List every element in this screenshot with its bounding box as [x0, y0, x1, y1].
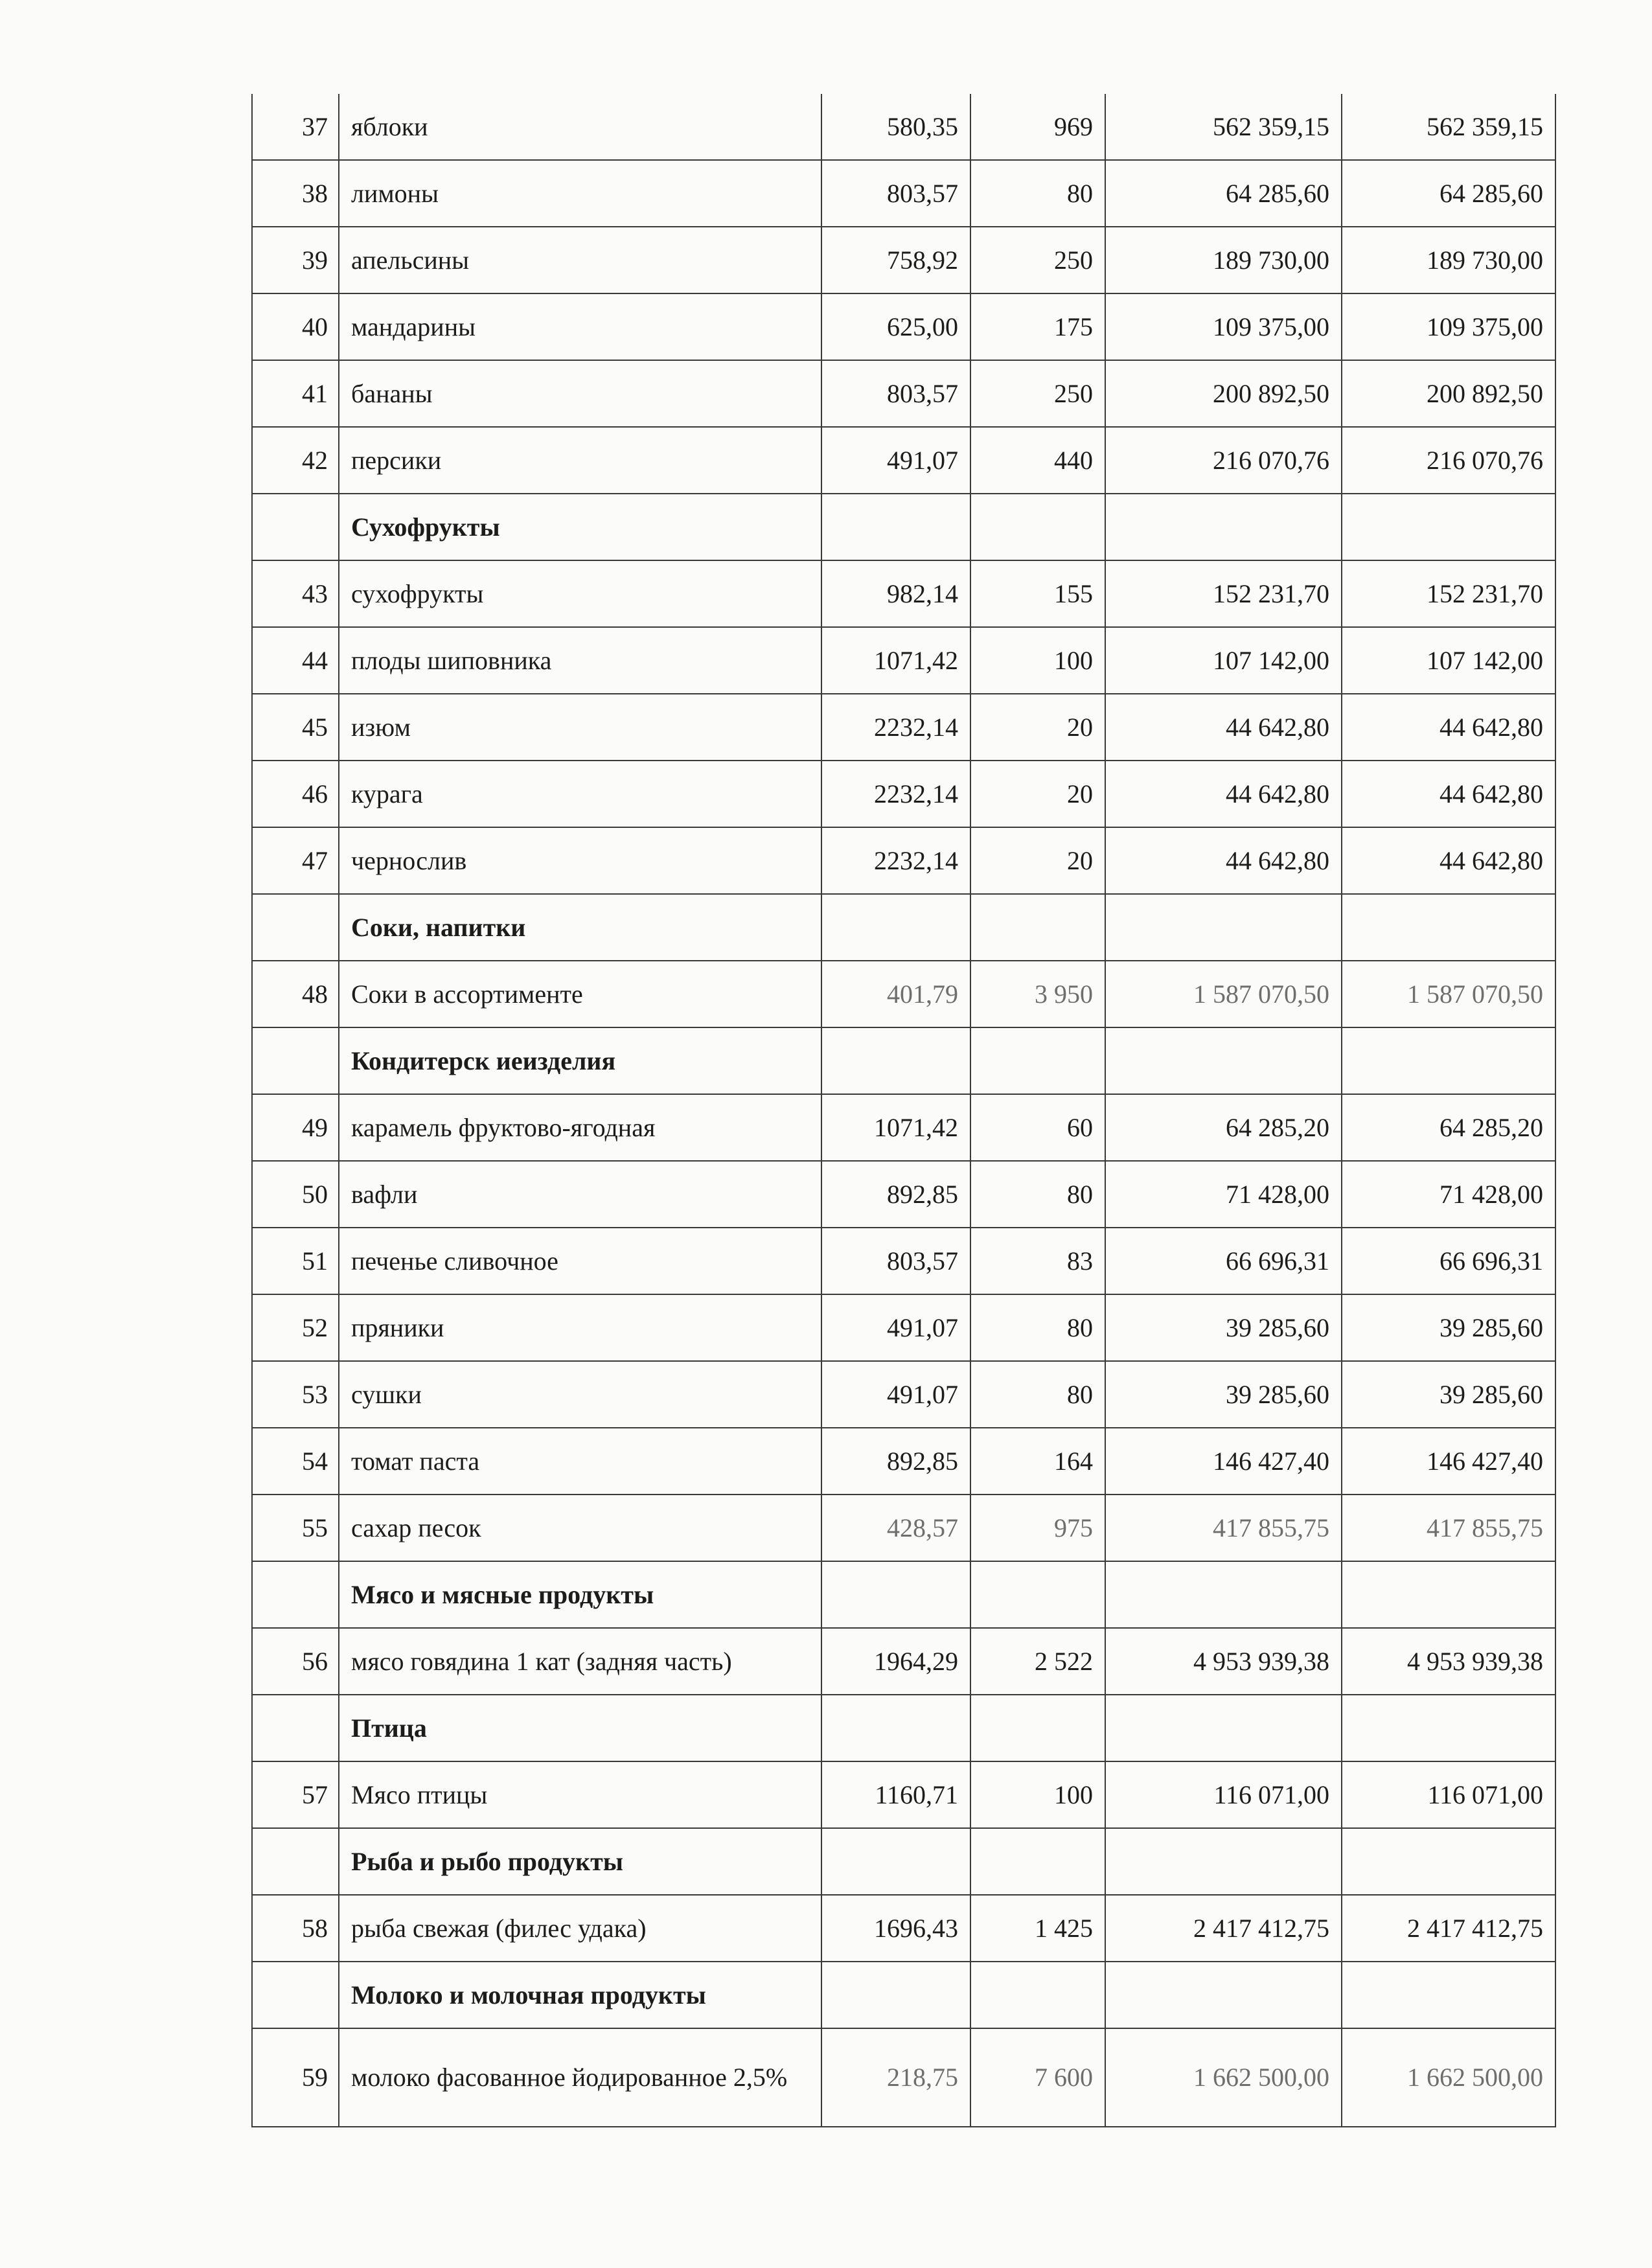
unit-price-cell — [821, 1561, 970, 1628]
row-number-cell: 50 — [252, 1161, 339, 1228]
unit-price-cell: 1160,71 — [821, 1761, 970, 1828]
section-header-row — [252, 494, 1555, 560]
amount-cell: 200 892,50 — [1105, 360, 1342, 427]
section-title: Птица — [339, 1695, 821, 1761]
item-name-cell: молоко фасованное йодированное 2,5% — [339, 2028, 821, 2127]
table-row — [252, 694, 1555, 761]
unit-price-cell: 491,07 — [821, 427, 970, 494]
unit-price-cell: 892,85 — [821, 1428, 970, 1495]
amount-total-cell — [1342, 494, 1555, 560]
row-number-cell: 43 — [252, 560, 339, 627]
amount-total-cell: 44 642,80 — [1342, 694, 1555, 761]
quantity-cell — [970, 1561, 1105, 1628]
amount-cell — [1105, 1561, 1342, 1628]
quantity-cell: 80 — [970, 1361, 1105, 1428]
table-row — [252, 560, 1555, 627]
amount-cell — [1105, 894, 1342, 961]
section-title: Мясо и мясные продукты — [339, 1561, 821, 1628]
quantity-cell: 100 — [970, 627, 1105, 694]
table-row — [252, 961, 1555, 1027]
amount-cell: 44 642,80 — [1105, 761, 1342, 827]
row-number-cell: 51 — [252, 1228, 339, 1294]
row-number-cell — [252, 1828, 339, 1895]
table-row — [252, 360, 1555, 427]
amount-total-cell: 44 642,80 — [1342, 761, 1555, 827]
unit-price-cell: 1071,42 — [821, 1094, 970, 1161]
amount-cell — [1105, 1962, 1342, 2028]
section-header-row — [252, 1828, 1555, 1895]
amount-total-cell: 2 417 412,75 — [1342, 1895, 1555, 1962]
item-name-cell: сушки — [339, 1361, 821, 1428]
amount-total-cell: 116 071,00 — [1342, 1761, 1555, 1828]
amount-total-cell: 216 070,76 — [1342, 427, 1555, 494]
unit-price-cell: 803,57 — [821, 1228, 970, 1294]
amount-total-cell: 1 662 500,00 — [1342, 2028, 1555, 2127]
amount-cell: 4 953 939,38 — [1105, 1628, 1342, 1695]
unit-price-cell: 401,79 — [821, 961, 970, 1027]
amount-cell: 107 142,00 — [1105, 627, 1342, 694]
section-header-row — [252, 1962, 1555, 2028]
table-row — [252, 761, 1555, 827]
table-row — [252, 1161, 1555, 1228]
row-number-cell — [252, 894, 339, 961]
amount-total-cell: 562 359,15 — [1342, 94, 1555, 160]
quantity-cell: 440 — [970, 427, 1105, 494]
amount-total-cell: 64 285,20 — [1342, 1094, 1555, 1161]
row-number-cell: 59 — [252, 2028, 339, 2127]
row-number-cell — [252, 1027, 339, 1094]
item-name-cell: персики — [339, 427, 821, 494]
item-name-cell: рыба свежая (филес удака) — [339, 1895, 821, 1962]
amount-total-cell: 64 285,60 — [1342, 160, 1555, 227]
row-number-cell — [252, 494, 339, 560]
amount-cell: 189 730,00 — [1105, 227, 1342, 293]
amount-cell: 562 359,15 — [1105, 94, 1342, 160]
unit-price-cell — [821, 1027, 970, 1094]
item-name-cell: томат паста — [339, 1428, 821, 1495]
amount-total-cell — [1342, 1695, 1555, 1761]
quantity-cell: 7 600 — [970, 2028, 1105, 2127]
row-number-cell: 44 — [252, 627, 339, 694]
amount-cell: 1 587 070,50 — [1105, 961, 1342, 1027]
table-row — [252, 427, 1555, 494]
table-row — [252, 1361, 1555, 1428]
row-number-cell — [252, 1695, 339, 1761]
amount-total-cell: 39 285,60 — [1342, 1361, 1555, 1428]
quantity-cell — [970, 1828, 1105, 1895]
quantity-cell — [970, 1695, 1105, 1761]
table-row — [252, 627, 1555, 694]
quantity-cell: 80 — [970, 1294, 1105, 1361]
row-number-cell: 58 — [252, 1895, 339, 1962]
amount-total-cell: 189 730,00 — [1342, 227, 1555, 293]
section-title: Кондитерск иеизделия — [339, 1027, 821, 1094]
item-name-cell: печенье сливочное — [339, 1228, 821, 1294]
amount-cell: 216 070,76 — [1105, 427, 1342, 494]
amount-cell: 71 428,00 — [1105, 1161, 1342, 1228]
item-name-cell: Соки в ассортименте — [339, 961, 821, 1027]
unit-price-cell: 1964,29 — [821, 1628, 970, 1695]
row-number-cell: 48 — [252, 961, 339, 1027]
section-header-row — [252, 894, 1555, 961]
amount-total-cell: 71 428,00 — [1342, 1161, 1555, 1228]
unit-price-cell: 1696,43 — [821, 1895, 970, 1962]
amount-cell — [1105, 1027, 1342, 1094]
amount-cell: 66 696,31 — [1105, 1228, 1342, 1294]
item-name-cell: мандарины — [339, 293, 821, 360]
row-number-cell: 53 — [252, 1361, 339, 1428]
amount-total-cell: 109 375,00 — [1342, 293, 1555, 360]
quantity-cell: 175 — [970, 293, 1105, 360]
row-number-cell: 57 — [252, 1761, 339, 1828]
quantity-cell — [970, 494, 1105, 560]
amount-total-cell: 4 953 939,38 — [1342, 1628, 1555, 1695]
unit-price-cell: 803,57 — [821, 360, 970, 427]
unit-price-cell — [821, 1962, 970, 2028]
quantity-cell: 250 — [970, 227, 1105, 293]
amount-cell: 417 855,75 — [1105, 1495, 1342, 1561]
item-name-cell: сухофрукты — [339, 560, 821, 627]
item-name-cell: изюм — [339, 694, 821, 761]
unit-price-cell: 625,00 — [821, 293, 970, 360]
amount-total-cell — [1342, 1828, 1555, 1895]
amount-total-cell: 107 142,00 — [1342, 627, 1555, 694]
row-number-cell: 39 — [252, 227, 339, 293]
quantity-cell: 80 — [970, 160, 1105, 227]
table-row — [252, 1495, 1555, 1561]
table-row — [252, 2028, 1555, 2127]
item-name-cell: мясо говядина 1 кат (задняя часть) — [339, 1628, 821, 1695]
quantity-cell: 20 — [970, 761, 1105, 827]
unit-price-cell: 580,35 — [821, 94, 970, 160]
row-number-cell: 37 — [252, 94, 339, 160]
quantity-cell: 100 — [970, 1761, 1105, 1828]
row-number-cell: 47 — [252, 827, 339, 894]
amount-cell: 109 375,00 — [1105, 293, 1342, 360]
table-row — [252, 1761, 1555, 1828]
row-number-cell: 38 — [252, 160, 339, 227]
item-name-cell: лимоны — [339, 160, 821, 227]
quantity-cell: 164 — [970, 1428, 1105, 1495]
row-number-cell: 56 — [252, 1628, 339, 1695]
table-row — [252, 1094, 1555, 1161]
unit-price-cell — [821, 894, 970, 961]
amount-cell: 44 642,80 — [1105, 827, 1342, 894]
item-name-cell: Мясо птицы — [339, 1761, 821, 1828]
table-row — [252, 1228, 1555, 1294]
amount-cell: 39 285,60 — [1105, 1361, 1342, 1428]
quantity-cell: 250 — [970, 360, 1105, 427]
unit-price-cell: 1071,42 — [821, 627, 970, 694]
amount-cell: 64 285,20 — [1105, 1094, 1342, 1161]
unit-price-cell — [821, 1828, 970, 1895]
table-row — [252, 160, 1555, 227]
quantity-cell: 1 425 — [970, 1895, 1105, 1962]
goods-table — [251, 94, 1556, 2127]
quantity-cell — [970, 894, 1105, 961]
amount-total-cell: 152 231,70 — [1342, 560, 1555, 627]
quantity-cell: 60 — [970, 1094, 1105, 1161]
table-row — [252, 227, 1555, 293]
table-row — [252, 293, 1555, 360]
quantity-cell: 80 — [970, 1161, 1105, 1228]
unit-price-cell: 892,85 — [821, 1161, 970, 1228]
quantity-cell: 83 — [970, 1228, 1105, 1294]
amount-cell: 44 642,80 — [1105, 694, 1342, 761]
section-header-row — [252, 1561, 1555, 1628]
row-number-cell: 46 — [252, 761, 339, 827]
table-row — [252, 94, 1555, 160]
row-number-cell: 54 — [252, 1428, 339, 1495]
amount-cell: 64 285,60 — [1105, 160, 1342, 227]
unit-price-cell: 491,07 — [821, 1361, 970, 1428]
row-number-cell — [252, 1561, 339, 1628]
amount-cell: 152 231,70 — [1105, 560, 1342, 627]
quantity-cell: 155 — [970, 560, 1105, 627]
amount-total-cell — [1342, 894, 1555, 961]
table-row — [252, 1294, 1555, 1361]
amount-total-cell: 200 892,50 — [1342, 360, 1555, 427]
unit-price-cell: 2232,14 — [821, 761, 970, 827]
unit-price-cell: 428,57 — [821, 1495, 970, 1561]
item-name-cell: карамель фруктово-ягодная — [339, 1094, 821, 1161]
section-header-row — [252, 1695, 1555, 1761]
unit-price-cell: 2232,14 — [821, 827, 970, 894]
goods-table-body — [252, 94, 1555, 2127]
row-number-cell: 45 — [252, 694, 339, 761]
item-name-cell: апельсины — [339, 227, 821, 293]
table-row — [252, 1428, 1555, 1495]
unit-price-cell: 218,75 — [821, 2028, 970, 2127]
item-name-cell: курага — [339, 761, 821, 827]
quantity-cell: 20 — [970, 827, 1105, 894]
row-number-cell: 52 — [252, 1294, 339, 1361]
item-name-cell: пряники — [339, 1294, 821, 1361]
section-header-row — [252, 1027, 1555, 1094]
row-number-cell: 49 — [252, 1094, 339, 1161]
item-name-cell: яблоки — [339, 94, 821, 160]
amount-total-cell — [1342, 1561, 1555, 1628]
section-title: Сухофрукты — [339, 494, 821, 560]
section-title: Рыба и рыбо продукты — [339, 1828, 821, 1895]
amount-total-cell: 44 642,80 — [1342, 827, 1555, 894]
unit-price-cell — [821, 494, 970, 560]
unit-price-cell: 758,92 — [821, 227, 970, 293]
amount-cell: 1 662 500,00 — [1105, 2028, 1342, 2127]
unit-price-cell: 2232,14 — [821, 694, 970, 761]
amount-total-cell: 1 587 070,50 — [1342, 961, 1555, 1027]
amount-cell: 116 071,00 — [1105, 1761, 1342, 1828]
row-number-cell: 40 — [252, 293, 339, 360]
row-number-cell: 55 — [252, 1495, 339, 1561]
unit-price-cell — [821, 1695, 970, 1761]
amount-total-cell: 146 427,40 — [1342, 1428, 1555, 1495]
item-name-cell: чернослив — [339, 827, 821, 894]
table-row — [252, 1895, 1555, 1962]
section-title: Молоко и молочная продукты — [339, 1962, 821, 2028]
unit-price-cell: 491,07 — [821, 1294, 970, 1361]
amount-total-cell: 39 285,60 — [1342, 1294, 1555, 1361]
row-number-cell — [252, 1962, 339, 2028]
amount-cell — [1105, 1828, 1342, 1895]
item-name-cell: сахар песок — [339, 1495, 821, 1561]
item-name-cell: бананы — [339, 360, 821, 427]
amount-total-cell — [1342, 1027, 1555, 1094]
quantity-cell: 969 — [970, 94, 1105, 160]
row-number-cell: 42 — [252, 427, 339, 494]
amount-total-cell — [1342, 1962, 1555, 2028]
unit-price-cell: 982,14 — [821, 560, 970, 627]
amount-cell: 146 427,40 — [1105, 1428, 1342, 1495]
item-name-cell: плоды шиповника — [339, 627, 821, 694]
amount-cell — [1105, 494, 1342, 560]
quantity-cell: 975 — [970, 1495, 1105, 1561]
amount-total-cell: 66 696,31 — [1342, 1228, 1555, 1294]
amount-cell: 39 285,60 — [1105, 1294, 1342, 1361]
amount-cell: 2 417 412,75 — [1105, 1895, 1342, 1962]
quantity-cell: 3 950 — [970, 961, 1105, 1027]
quantity-cell — [970, 1027, 1105, 1094]
unit-price-cell: 803,57 — [821, 160, 970, 227]
table-row — [252, 827, 1555, 894]
item-name-cell: вафли — [339, 1161, 821, 1228]
quantity-cell: 2 522 — [970, 1628, 1105, 1695]
row-number-cell: 41 — [252, 360, 339, 427]
amount-total-cell: 417 855,75 — [1342, 1495, 1555, 1561]
amount-cell — [1105, 1695, 1342, 1761]
table-row — [252, 1628, 1555, 1695]
section-title: Соки, напитки — [339, 894, 821, 961]
quantity-cell: 20 — [970, 694, 1105, 761]
quantity-cell — [970, 1962, 1105, 2028]
